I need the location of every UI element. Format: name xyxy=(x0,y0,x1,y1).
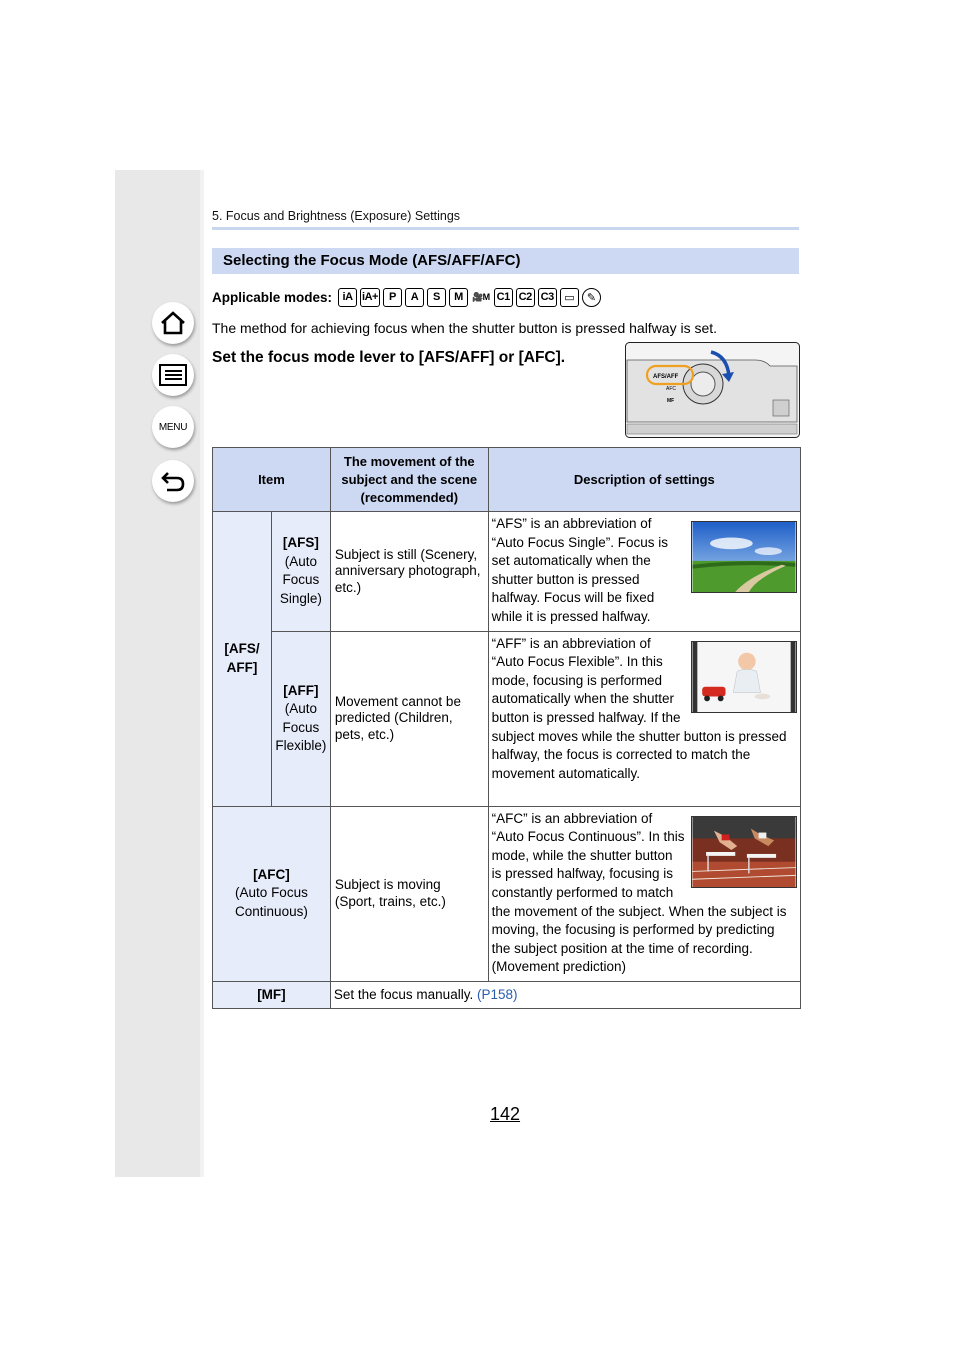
movement-aff: Movement cannot be predicted (Children, pets, etc.) xyxy=(330,631,488,806)
description-afc xyxy=(488,806,800,981)
contents-button[interactable] xyxy=(152,354,194,396)
list-icon xyxy=(158,363,188,387)
home-icon xyxy=(159,310,187,336)
movement-afs: Subject is still (Scenery, anniversary photograph, etc.) xyxy=(330,512,488,632)
step-instruction: Set the focus mode lever to [AFS/AFF] or [AFC]. xyxy=(212,349,566,366)
hurdles-photo xyxy=(691,816,797,888)
home-button[interactable] xyxy=(152,302,194,344)
item-afs-name: (Auto Focus Single) xyxy=(279,553,322,606)
item-afc-code: [AFC] xyxy=(253,866,290,882)
description-afs-text: “AFS” is an abbreviation of “Auto Focus Single”. Focus is set automatically when the shutter button is pressed halfway. Focus will be fixed while it is pressed halfway. xyxy=(491,516,668,624)
mode-creative-video-icon: 🎥M xyxy=(471,291,490,302)
lever-label-mf: MF xyxy=(667,398,675,404)
item-aff xyxy=(271,631,330,806)
sidebar-edge xyxy=(200,170,204,1177)
item-afc xyxy=(213,806,331,981)
back-button[interactable] xyxy=(152,460,194,502)
item-afs xyxy=(271,512,330,632)
mode-ia-icon: iA xyxy=(338,288,357,307)
mode-c3-icon: C3 xyxy=(538,288,557,307)
mode-c1-icon: C1 xyxy=(494,288,513,307)
item-afs-code: [AFS] xyxy=(282,535,319,551)
focus-mode-table xyxy=(212,447,801,1009)
description-afs xyxy=(488,512,800,632)
item-aff-name: (Auto Focus Flexible) xyxy=(275,701,327,754)
mode-panorama-icon: ▭ xyxy=(560,288,579,307)
header-description: Description of settings xyxy=(488,448,800,512)
mode-s-icon: S xyxy=(427,288,446,307)
description-aff xyxy=(488,631,800,806)
header-movement: The movement of the subject and the scene (recommended) xyxy=(330,448,488,512)
mode-c2-icon: C2 xyxy=(516,288,535,307)
page-number: 142 xyxy=(490,1104,521,1124)
header-divider xyxy=(212,227,799,230)
table-header-row xyxy=(213,448,801,512)
table-row-aff xyxy=(213,631,801,806)
menu-label: MENU xyxy=(158,421,188,433)
lever-label-afc: AFC xyxy=(666,386,676,392)
mode-m-icon: M xyxy=(449,288,468,307)
movement-afc: Subject is moving (Sport, trains, etc.) xyxy=(330,806,488,981)
table-row-afc xyxy=(213,806,801,981)
description-aff-text: “AFF” is an abbreviation of “Auto Focus Flexible”. In this mode, focusing is performed automatically when the shutter button is pressed halfway. If the subject moves while the shutter button is pressed halfway, the focus is corrected to match the movement automatically. xyxy=(491,635,787,781)
mode-ia-plus-icon: iA+ xyxy=(360,288,380,307)
table-row-afs xyxy=(213,512,801,632)
lever-label-afs-aff: AFS/AFF xyxy=(653,374,679,380)
child-photo xyxy=(691,641,797,713)
mode-p-icon: P xyxy=(383,288,402,307)
focus-lever-illustration xyxy=(625,342,800,438)
applicable-modes xyxy=(212,287,604,307)
applicable-modes-label: Applicable modes: xyxy=(212,289,333,305)
header-item: Item xyxy=(213,448,331,512)
landscape-photo xyxy=(691,521,797,593)
menu-button[interactable] xyxy=(152,406,194,448)
mode-creative-control-icon: ✎ xyxy=(582,288,601,307)
back-arrow-icon xyxy=(159,469,187,493)
description-mf-text: Set the focus manually. xyxy=(333,987,474,1003)
item-mf: [MF] xyxy=(213,981,331,1008)
page-link-p158[interactable]: (P158) xyxy=(476,987,518,1003)
intro-text: The method for achieving focus when the shutter button is pressed halfway is set. xyxy=(212,320,718,336)
mode-a-icon: A xyxy=(405,288,424,307)
section-title: Selecting the Focus Mode (AFS/AFF/AFC) xyxy=(223,252,521,269)
group-label-afs-aff: [AFS/ AFF] xyxy=(213,512,272,807)
table-row-mf xyxy=(213,981,801,1008)
description-afc-text: “AFC” is an abbreviation of “Auto Focus Continuous”. In this mode, while the shutter button is pressed halfway, focusing is constantly performed to match the movement of the subject. When the subject is moving, the focusing is performed by predicting the subject position at the time of recording. (Movement prediction) xyxy=(491,810,787,975)
item-afc-name: (Auto Focus Continuous) xyxy=(235,885,308,919)
item-aff-code: [AFF] xyxy=(283,682,319,698)
section-heading-bar xyxy=(212,248,799,274)
breadcrumb: 5. Focus and Brightness (Exposure) Settings xyxy=(212,209,461,223)
description-mf xyxy=(330,981,800,1008)
